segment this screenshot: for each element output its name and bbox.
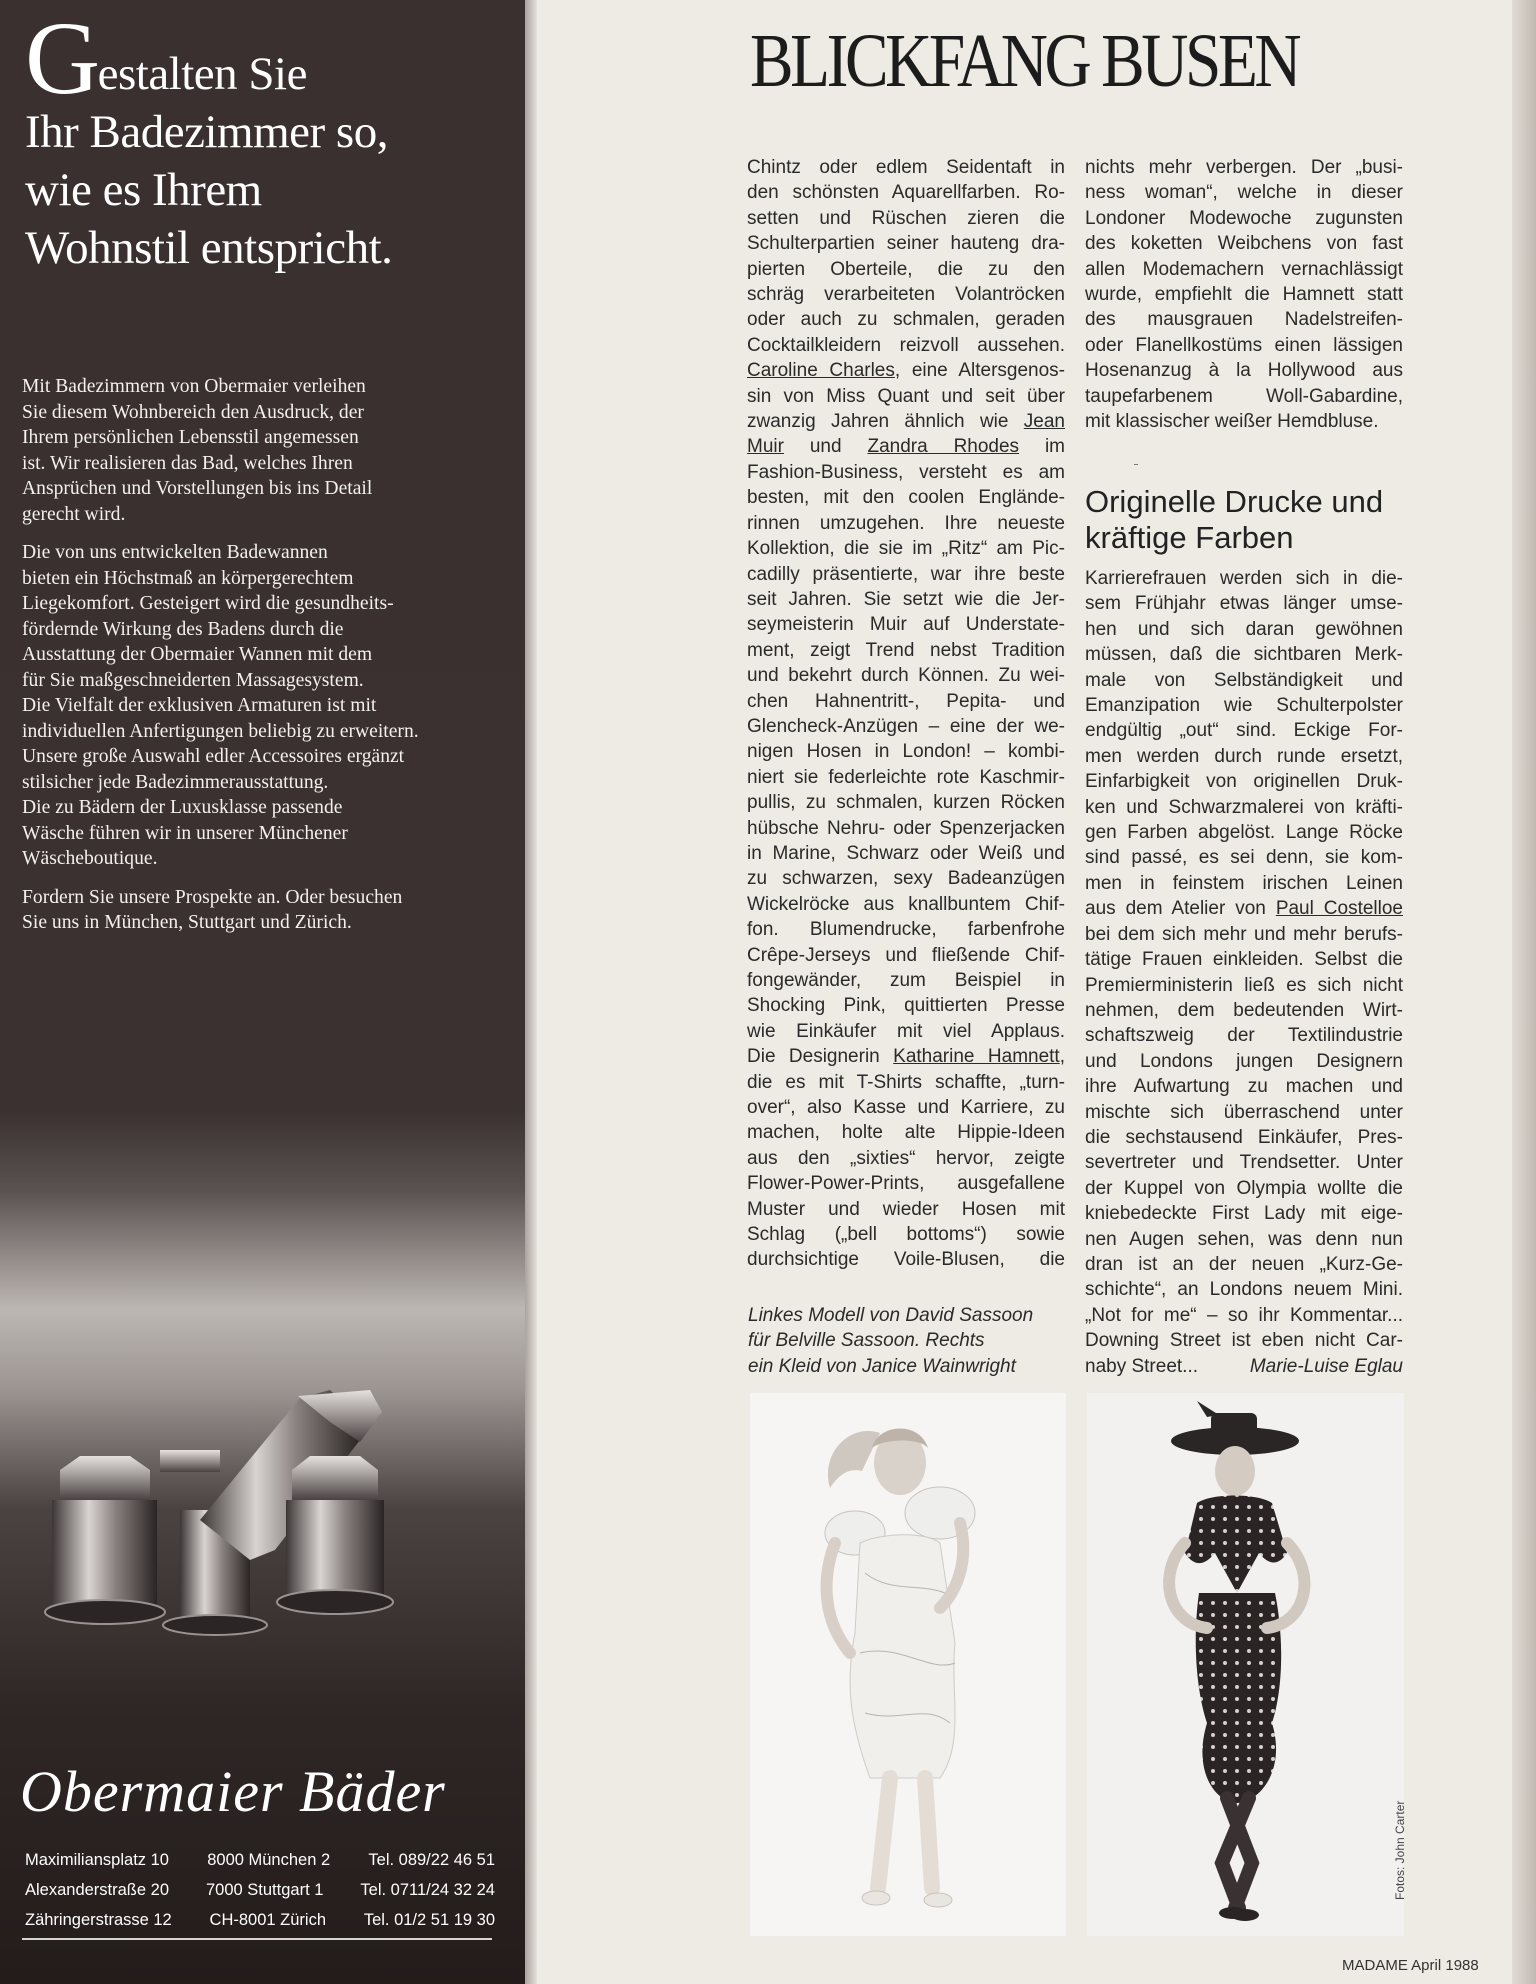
address-city: 7000 Stuttgart 1	[206, 1881, 324, 1899]
article-text-line: des mausgrauen Nadelstreifen-	[1085, 309, 1403, 331]
article-text-line: Shocking Pink, quittierten Presse	[747, 995, 1065, 1017]
article-text-line: den schönsten Aquarellfarben. Ro-	[747, 182, 1065, 204]
address-phone: Tel. 089/22 46 51	[368, 1851, 495, 1869]
ad-text-line: für Sie maßgeschneiderten Massagesystem.	[22, 669, 364, 691]
article-column-1	[747, 155, 1065, 1273]
article-text-line: bei dem sich mehr und mehr berufs-	[1085, 923, 1403, 945]
article-text-line: Downing Street ist eben nicht Car-	[1085, 1330, 1403, 1352]
article-text-line: hübsche Nehru- oder Spenzerjacken	[747, 817, 1065, 839]
article-text-line: Glencheck-Anzügen – eine der we-	[747, 715, 1065, 737]
ad-paragraph	[22, 540, 482, 872]
article-text-line: der Kuppel von Olympia wollte die	[1085, 1177, 1403, 1199]
address-street: Zähringerstrasse 12	[25, 1911, 172, 1929]
article-text-line: male von Selbständigkeit und	[1085, 669, 1403, 691]
article-text-line: Muir und Zandra Rhodes im	[747, 436, 1066, 458]
article-text-line: nen Augen sehen, was denn nun	[1085, 1228, 1403, 1250]
article-text-line: die sechstausend Einkäufer, Pres-	[1085, 1126, 1403, 1148]
ad-text-line: Die zu Bädern der Luxusklasse passende	[22, 797, 343, 818]
subheading-line: Originelle Drucke und	[1085, 484, 1384, 519]
ad-addresses	[25, 1845, 495, 1935]
obermaier-advertisement	[0, 0, 525, 1984]
ad-text-line: Die von uns entwickelten Badewannen	[22, 542, 328, 563]
article-text-line: Emanzipation wie Schulterpolster	[1085, 695, 1403, 717]
article-text-line: wurde, empfiehlt die Hamnett statt	[1085, 284, 1403, 306]
page-gutter	[525, 0, 537, 1984]
article-text-line: wie Einkäufer mit viel Applaus.	[747, 1020, 1065, 1042]
ad-body-copy	[22, 374, 482, 949]
ad-paragraph	[22, 885, 482, 936]
ad-text-line: Sie uns in München, Stuttgart und Zürich.	[22, 912, 352, 933]
caption-line: Linkes Modell von David Sassoon	[748, 1305, 1034, 1326]
article-text-line: seit Jahren. Sie setzt wie die Jer-	[747, 588, 1065, 610]
article-text-line: machen, holte alte Hippie-Ideen	[747, 1122, 1065, 1144]
article-text-line: severtreter und Trendsetter. Unter	[1085, 1152, 1403, 1174]
article-text-line: sin von Miss Quant und seit über	[747, 385, 1065, 407]
article-text-line: Karrierefrauen werden sich in die-	[1085, 568, 1403, 589]
article-text-line: zu schwarzen, sexy Badeanzügen	[747, 868, 1065, 890]
article-text-line: Schulterpartien seiner hauteng dra-	[747, 233, 1065, 255]
address-stuttgart	[25, 1875, 495, 1905]
faucet-image	[30, 1350, 510, 1710]
ad-headline	[25, 1, 515, 277]
photo-polka-dot-dress-model	[1087, 1393, 1404, 1936]
article-text-line: ken und Schwarzmalerei von kräfti-	[1085, 796, 1403, 818]
address-street: Maximiliansplatz 10	[25, 1851, 169, 1869]
article-text-line: pullis, zu schmalen, kurzen Röcken	[747, 792, 1065, 814]
article-text-line: men werden durch runde ersetzt,	[1085, 745, 1403, 767]
caption-line: für Belville Sassoon. Rechts	[748, 1330, 985, 1352]
ad-text-line: Ausstattung der Obermaier Wannen mit dem	[22, 644, 373, 665]
article-text-line: und bekehrt durch Können. Zu wei-	[747, 665, 1065, 687]
article-text-line: niert sie federleichte rote Kaschmir-	[747, 766, 1065, 788]
article-title: BLICKFANG BUSEN	[750, 19, 1299, 103]
photo-image	[750, 1393, 1066, 1936]
ad-headline-line: estalten Sie	[97, 48, 307, 100]
ad-paragraph	[22, 374, 482, 527]
ad-headline-line: Ihr Badezimmer so,	[25, 106, 388, 158]
ad-text-line: stilsicher jede Badezimmerausstattung.	[22, 771, 329, 793]
article-text-line: hen und sich daran gewöhnen	[1085, 618, 1403, 640]
article-text-line: tätige Frauen einkleiden. Selbst die	[1085, 949, 1403, 971]
article-text-line: fongewänder, zum Beispiel in	[747, 970, 1065, 991]
address-phone: Tel. 01/2 51 19 30	[363, 1911, 495, 1929]
designer-name: Zandra Rhodes	[867, 436, 1020, 458]
photo-caption	[748, 1303, 1078, 1379]
article-text-line: Cocktailkleidern reizvoll aussehen.	[747, 334, 1065, 356]
article-text-line: naby Street... Marie-Luise Eglau	[1085, 1354, 1403, 1379]
article-text-line: ihre Aufwartung zu machen und	[1085, 1076, 1403, 1098]
designer-name: Caroline Charles	[747, 360, 895, 382]
article-text-line: in Marine, Schwarz oder Weiß und	[747, 842, 1065, 864]
article-text-line: aus dem Atelier von Paul Costelloe	[1085, 898, 1403, 920]
article-text-line: Hosenanzug à la Hollywood aus	[1085, 360, 1403, 382]
designer-name: Muir	[747, 436, 784, 458]
article-text-line: cadilly präsentierte, war ihre beste	[747, 563, 1065, 585]
page-folio: MADAME April 1988	[1342, 1957, 1479, 1974]
designer-name: Paul Costelloe	[1275, 898, 1403, 920]
address-city: 8000 München 2	[207, 1851, 331, 1869]
article-text-line: zwanzig Jahren ähnlich wie Jean	[747, 411, 1065, 433]
article-text-line: Caroline Charles, eine Altersgenos-	[747, 360, 1066, 382]
article-text-line: fon. Blumendrucke, farbenfrohe	[747, 919, 1065, 941]
ad-text-line: Liegekomfort. Gesteigert wird die gesundheits-	[22, 593, 394, 614]
article-subheading	[1085, 484, 1415, 556]
article-text-line: Wickelröcke aus knallbuntem Chif-	[747, 893, 1065, 915]
article-text-line: Chintz oder edlem Seidentaft in	[747, 157, 1065, 178]
article-text-line: nichts mehr verbergen. Der „busi-	[1085, 157, 1403, 178]
article-text-line: mischte sich überraschend unter	[1085, 1101, 1403, 1123]
article-text-line: sem Frühjahr etwas länger umse-	[1085, 593, 1403, 615]
ad-text-line: Fordern Sie unsere Prospekte an. Oder besuchen	[22, 886, 403, 908]
article-text-line: gen Farben abgelöst. Lange Röcke	[1085, 822, 1403, 844]
ad-text-line: ist. Wir realisieren das Bad, welches Ihren	[22, 452, 353, 474]
article-text-line: mit klassischer weißer Hemdbluse.	[1085, 411, 1379, 433]
ad-text-line: Wäsche führen wir in unserer Münchener	[22, 822, 348, 844]
article-text-line: nigen Hosen in London! – kombi-	[747, 741, 1065, 763]
article-text-line: allen Modemachern vernachlässigt	[1085, 258, 1403, 280]
article-text-line: des koketten Weibchens von fast	[1085, 233, 1403, 255]
ad-text-line: Mit Badezimmern von Obermaier verleihen	[22, 376, 366, 397]
article-text-line: „Not for me“ – so ihr Kommentar...	[1085, 1304, 1403, 1326]
article-text-line: durchsichtige Voile-Blusen, die	[747, 1249, 1065, 1271]
article-text-line: setten und Rüschen zieren die	[747, 207, 1065, 229]
article-text-line: ness woman“, welche in dieser	[1085, 182, 1403, 204]
photo-credit: Fotos: John Carter	[1393, 1800, 1407, 1900]
article-text-line: Crêpe-Jerseys und fließende Chif-	[747, 944, 1065, 966]
address-munich	[25, 1845, 495, 1875]
ad-headline-initial: G	[25, 1, 100, 116]
caption-line: ein Kleid von Janice Wainwright	[748, 1355, 1016, 1377]
ad-headline-line: Wohnstil entspricht.	[25, 222, 393, 274]
article-text-line: sind passé, es sei denn, sie kom-	[1085, 847, 1403, 869]
article-text-line: Kollektion, die sie im „Ritz“ am Pic-	[747, 538, 1065, 560]
ad-text-line: individuellen Anfertigungen beliebig zu erweitern.	[22, 720, 419, 742]
article-text-line: Schlag („bell bottoms“) sowie	[747, 1224, 1065, 1246]
ad-headline-line: wie es Ihrem	[25, 164, 262, 216]
ad-text-line: Sie diesem Wohnbereich den Ausdruck, der	[22, 401, 364, 423]
article-text-line: Die Designerin Katharine Hamnett,	[747, 1046, 1065, 1068]
article-text-line: chen Hahnentritt-, Pepita- und	[747, 690, 1065, 712]
article-text-line: Einfarbigkeit von originellen Druk-	[1085, 771, 1403, 793]
designer-name: Jean	[1023, 411, 1065, 433]
article-text-line: over“, also Kasse und Karriere, zu	[747, 1097, 1065, 1119]
article-text-line: Muster und wieder Hosen mit	[747, 1198, 1065, 1220]
divider	[1134, 464, 1138, 465]
article-text-line: oder auch zu schmalen, geraden	[747, 309, 1065, 331]
photo-white-dress-model	[750, 1393, 1066, 1936]
divider	[22, 1938, 492, 1940]
ad-text-line: Ihrem persönlichen Lebensstil angemessen	[22, 427, 359, 448]
article-text-line: men in feinstem irischen Leinen	[1085, 872, 1403, 894]
article-text-line: Fashion-Business, versteht es am	[747, 461, 1065, 483]
article-text-line: müssen, daß die sichtbaren Merk-	[1085, 644, 1403, 666]
article-text-line: besten, mit den coolen Englände-	[747, 487, 1065, 509]
brand-logo-signature: Obermaier Bäder	[20, 1759, 446, 1824]
article-text-line: schaftszweig der Textilindustrie	[1085, 1025, 1403, 1047]
ad-text-line: Die Vielfalt der exklusiven Armaturen ist mit	[22, 695, 377, 716]
address-street: Alexanderstraße 20	[25, 1881, 169, 1899]
article-text-line: Flower-Power-Prints, ausgefallene	[747, 1173, 1065, 1195]
article-text-line: oder Flanellkostüms einen lässigen	[1085, 334, 1403, 356]
article-text-line: rinnen umzugehen. Ihre neueste	[747, 512, 1065, 534]
article-text-line: dran ist an der neuen „Kurz-Ge-	[1085, 1253, 1403, 1275]
article-text-line: kniebedeckte First Lady mit eige-	[1085, 1203, 1403, 1225]
article-text-line: die es mit T-Shirts schaffte, „turn-	[747, 1071, 1065, 1093]
ad-text-line: Wäscheboutique.	[22, 848, 158, 869]
article-column-2-continued	[1085, 566, 1403, 1379]
article-text-line: nehmen, dem bedeutenden Wirt-	[1085, 999, 1403, 1021]
article-text-line: Londoner Modewoche zugunsten	[1085, 207, 1403, 229]
ad-text-line: fördernde Wirkung des Badens durch die	[22, 618, 344, 640]
ad-text-line: gerecht wird.	[22, 503, 126, 525]
article-text-line: schichte“, an Londons neuem Mini.	[1085, 1279, 1403, 1301]
ad-text-line: Unsere große Auswahl edler Accessoires ergänzt	[22, 746, 405, 767]
article-text-line: aus den „sixties“ hervor, zeigte	[747, 1147, 1065, 1169]
photo-image	[1087, 1393, 1404, 1936]
article-text-line: taupefarbenem Woll-Gabardine,	[1085, 385, 1403, 407]
article-column-2	[1085, 155, 1403, 434]
page-edge	[1512, 0, 1536, 1984]
article-text-line: ment, zeigt Trend nebst Tradition	[747, 639, 1065, 661]
article-author: Marie-Luise Eglau	[1249, 1355, 1403, 1377]
article-text-line: Premierministerin ließ es sich nicht	[1085, 974, 1403, 996]
article-text-line: endgültig „out“ sind. Eckige For-	[1085, 720, 1403, 742]
address-phone: Tel. 0711/24 32 24	[360, 1881, 495, 1899]
article-text-line: schräg verarbeiteten Volantröcken	[747, 284, 1065, 306]
ad-text-line: bieten ein Höchstmaß an körpergerechtem	[22, 567, 354, 589]
address-zurich	[25, 1905, 495, 1935]
article-text-line: seymeisterin Muir auf Understate-	[747, 614, 1065, 636]
address-city: CH-8001 Zürich	[209, 1911, 327, 1929]
ad-text-line: Ansprüchen und Vorstellungen bis ins Detail	[22, 478, 373, 499]
designer-name: Katharine Hamnett	[893, 1046, 1060, 1068]
article-text-line: und Londons jungen Designern	[1085, 1050, 1403, 1072]
article-text-line: pierten Oberteile, die zu den	[747, 258, 1065, 280]
subheading-line: kräftige Farben	[1085, 520, 1294, 555]
